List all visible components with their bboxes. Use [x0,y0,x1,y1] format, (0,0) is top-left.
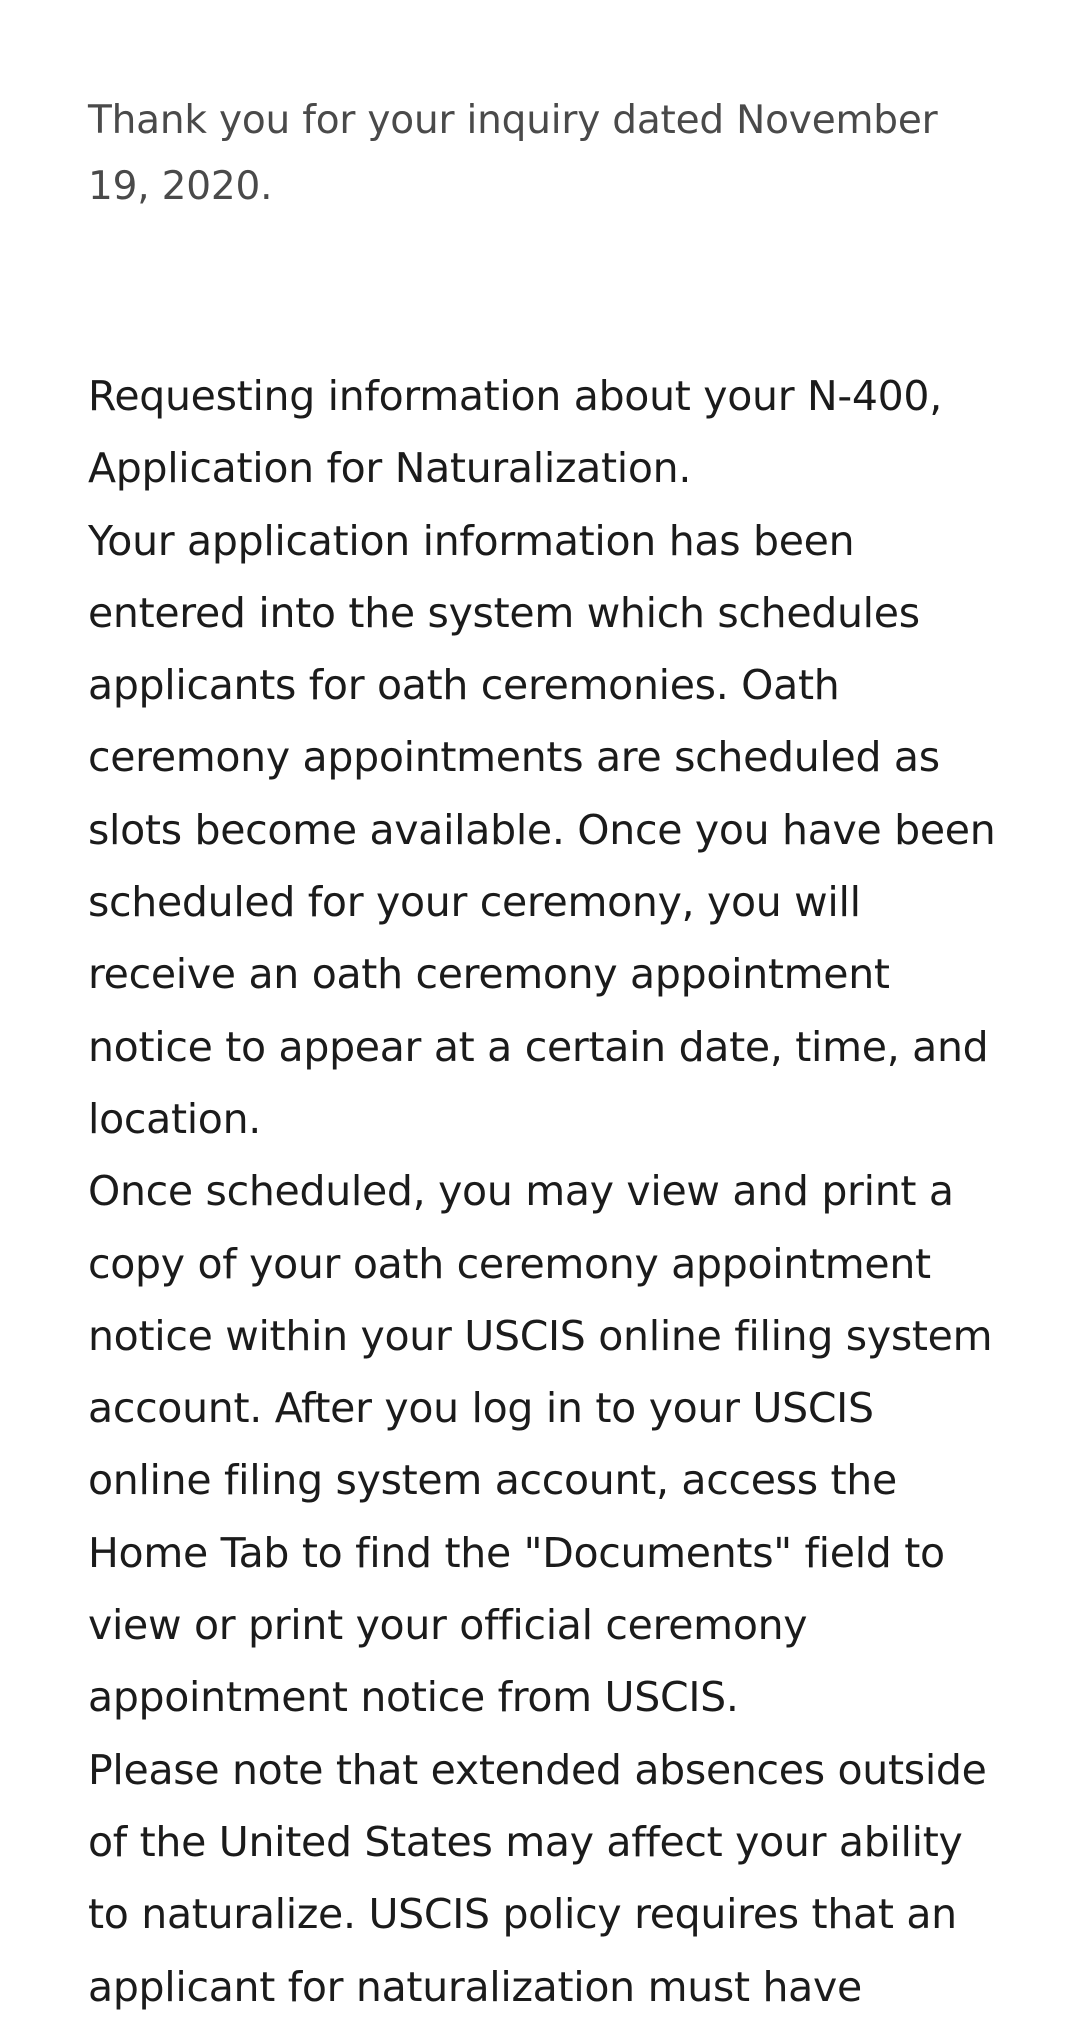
inquiry-intro: Thank you for your inquiry dated November 19, 2020. [88,98,938,209]
paragraph-scheduling: Your application information has been entered into the system which schedules applicants for oath ceremonies. Oath ceremony appointments are scheduled as slots become available. Once you have been scheduled for your ceremony, you will receive an oath ceremony appointment notice to appear at a certain date, time, and location. [88,516,996,1143]
message-content [88,88,1008,2023]
paragraph-request-info: Requesting information about your N-400, Application for Naturalization. [88,372,942,493]
paragraph-view-notice: Once scheduled, you may view and print a copy of your oath ceremony appointment notice within your USCIS online filing system account. After you log in to your USCIS online filing system account, access the Home Tab to find the "Documents" field to view or print your official ceremony appointment notice from USCIS. [88,1167,993,1722]
message-body [88,360,1008,2023]
paragraph-absences: Please note that extended absences outside of the United States may affect your ability to naturalize. USCIS policy requires that an applicant for naturalization must have [88,1745,987,2011]
